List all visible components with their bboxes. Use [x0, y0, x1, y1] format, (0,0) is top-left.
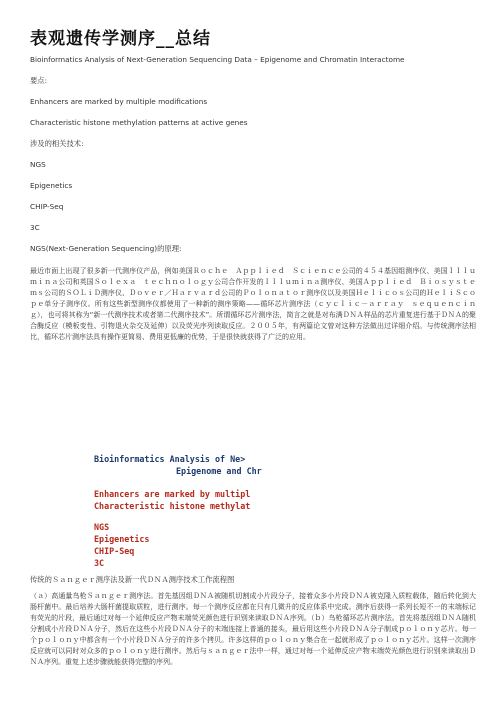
code-line: Characteristic histone methylat [94, 501, 251, 511]
code-line: Epigenetics [94, 534, 150, 544]
figure-caption: 传统的Ｓａｎｇｅｒ测序法及新一代ＤＮＡ测序技术工作流程图 [30, 575, 235, 584]
tech-item: CHIP-Seq [30, 202, 64, 211]
key-point-2: Characteristic histone methylation patterns at active genes [30, 118, 248, 127]
workflow-paragraph: （ａ）高通量鸟枪Ｓａｎｇｅｒ测序法。首先基因组ＤＮＡ被随机切割成小片段分子，接着众多小片段ＤＮＡ被克隆入质粒载体，随后转化到大肠杆菌中。最后培养大肠杆菌提取质粒，进行测序。每一个测序反应都在只有几微升的反应体系中完成。测序后获得一系列长短不一的末端标记有荧光的片段，最后通过对每一个延伸反应产物末端荧光颜色进行识别来读取ＤＮＡ序列。（ｂ）鸟枪循环芯片测序法。首先将基因组ＤＮＡ随机分割成小片段ＤＮＡ分子，然后在这些小片段ＤＮＡ分子的末端连接上普通的接头，最后用这些小片段ＤＮＡ分子制成ｐｏｌｏｎｙ芯片。每一个ｐｏｌｏｎｙ中都含有一个小片段ＤＮＡ分子的许多个拷贝。许多这样的ｐｏｌｏｎｙ集合在一起就形成了ｐｏｌｏｎｙ芯片。这样一次测序反应就可以同时对众多的ｐｏｌｏｎｙ进行测序。然后与ｓａｎｇｅｒ法中一样，通过对每一个延伸反应产物末端荧光颜色进行识别来读取出ＤＮＡ序列。重复上述步骤就能获得完整的序列。 [30, 592, 476, 666]
tech-item: Epigenetics [30, 181, 73, 190]
subtitle-line: Bioinformatics Analysis of Next-Generation Sequencing Data – Epigenome and Chromatin Interactome [30, 55, 405, 64]
key-points-heading: 要点: [30, 76, 48, 85]
code-line: Bioinformatics Analysis of Ne> [94, 454, 246, 464]
code-line: NGS [94, 522, 110, 532]
technologies-heading: 涉及的相关技术: [30, 139, 84, 148]
code-line: 3C [94, 558, 105, 567]
page-title: 表观遗传学测序__总结 [30, 29, 211, 49]
key-point-1: Enhancers are marked by multiple modifications [30, 97, 208, 106]
code-line: CHIP-Seq [94, 546, 135, 556]
code-snippet-image [94, 452, 273, 567]
code-line: Epigenome and Chr [176, 466, 262, 476]
tech-item: NGS [30, 160, 46, 169]
ngs-principle-heading: NGS(Next-Generation Sequencing)的原理: [30, 244, 182, 253]
code-line: Enhancers are marked by multipl [94, 489, 251, 499]
ngs-intro-paragraph: 最近市面上出现了很多新一代测序仪产品，例如美国Ｒｏｃｈｅ Ａｐｐｌｉｅｄ Ｓｃｉｅｎｃｅ公司的４５４基因组测序仪、美国Ｉｌｌｕｍｉｎａ公司和英国Ｓｏｌｅｘａ ｔｅｃｈｎｏｌｏｇｙ公司合作开发的Ｉｌｌｕｍｉｎａ测序仪、美国Ａｐｐｌｉｅｄ Ｂｉｏｓｙｓｔｅｍｓ公司的ＳＯＬｉＤ测序仪、Ｄｏｖｅｒ／Ｈａｒｖａｒｄ公司的Ｐｏｌｏｎａｔｏｒ测序仪以及美国Ｈｅｌｉｃｏｓ公司的ＨｅｌｉＳｃｏｐｅ单分子测序仪。所有这些新型测序仪都使用了一种新的测序策略——循环芯片测序法（ｃｙｃｌｉｃ－ａｒｒａｙ ｓｅｑｕｅｎｃｉｎｇ），也可将其称为“新一代测序技术或者第二代测序技术”。所谓循环芯片测序法，简言之就是对布满ＤＮＡ样品的芯片重复进行基于ＤＮＡ的聚合酶反应（模板变性、引物退火杂交及延伸）以及荧光序列读取反应。２００５年，有两篇论文曾对这种方法做出过详细介绍。与传统测序法相比，循环芯片测序法具有操作更简易、费用更低廉的优势，于是很快就获得了广泛的应用。 [30, 267, 476, 341]
tech-item: 3C [30, 223, 40, 232]
